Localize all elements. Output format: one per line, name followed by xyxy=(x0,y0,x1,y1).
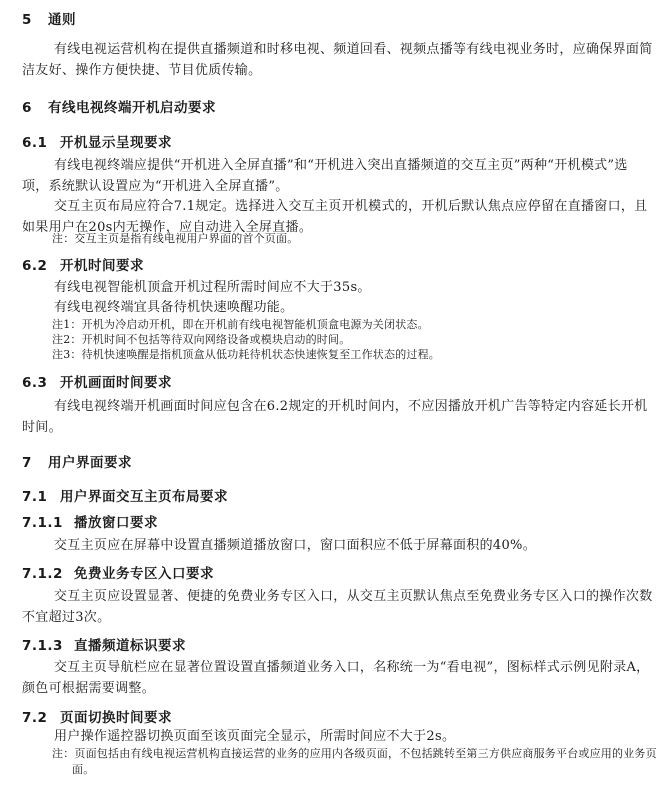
section-number: 6.2 xyxy=(22,258,48,274)
paragraph: 有线电视终端宜具备待机快速唤醒功能。 xyxy=(54,300,294,315)
note: 注2：开机时间不包括等待双向网络设备或模块启动的时间。 xyxy=(52,333,351,346)
paragraph: 交互主页应设置显著、便捷的免费业务专区入口，从交互主页默认焦点至免费业务专区入口的操作次数不宜超过3次。 xyxy=(22,589,653,625)
section-title: 通则 xyxy=(48,12,76,28)
section-title: 免费业务专区入口要求 xyxy=(74,566,214,582)
section-number: 7 xyxy=(22,455,32,471)
section-title: 开机时间要求 xyxy=(60,258,144,274)
paragraph: 有线电视终端开机画面时间应包含在6.2规定的开机时间内，不应因播放开机广告等特定内容延长开机时间。 xyxy=(22,399,648,435)
paragraph: 交互主页导航栏应在显著位置设置直播频道业务入口，名称统一为“看电视”，图标样式示例见附录A，颜色可根据需要调整。 xyxy=(22,660,650,696)
section-6-2-heading xyxy=(22,254,144,274)
section-6-heading xyxy=(22,96,216,116)
section-number: 6 xyxy=(22,100,32,116)
section-title: 用户界面交互主页布局要求 xyxy=(60,489,228,505)
paragraph: 有线电视运营机构在提供直播频道和时移电视、频道回看、视频点播等有线电视业务时，应确保界面简洁友好、操作方便快捷、节目优质传输。 xyxy=(22,42,653,78)
paragraph: 有线电视智能机顶盒开机过程所需时间应不大于35s。 xyxy=(54,280,371,295)
section-number: 6.1 xyxy=(22,135,48,151)
section-number: 7.1.3 xyxy=(22,638,63,654)
section-number: 7.1.1 xyxy=(22,515,63,531)
section-5-heading xyxy=(22,8,76,28)
section-title: 有线电视终端开机启动要求 xyxy=(48,100,216,116)
section-title: 播放窗口要求 xyxy=(74,515,158,531)
section-number: 7.1 xyxy=(22,489,48,505)
section-title: 页面切换时间要求 xyxy=(60,710,172,726)
section-title: 开机显示呈现要求 xyxy=(60,135,172,151)
section-title: 开机画面时间要求 xyxy=(60,375,172,391)
note: 注：页面包括由有线电视运营机构直接运营的业务的应用内各级页面，不包括跳转至第三方供应商服务平台或应用的业务页面。 xyxy=(52,747,657,776)
section-7-1-2-heading xyxy=(22,562,214,582)
section-number: 7.1.2 xyxy=(22,566,63,582)
paragraph: 有线电视终端应提供“开机进入全屏直播”和“开机进入突出直播频道的交互主页”两种“开机模式”选项，系统默认设置应为“开机进入全屏直播”。 xyxy=(22,158,628,194)
note: 注1：开机为冷启动开机，即在开机前有线电视智能机顶盒电源为关闭状态。 xyxy=(52,318,429,331)
section-7-2-heading xyxy=(22,706,172,726)
note: 注：交互主页是指有线电视用户界面的首个页面。 xyxy=(52,232,299,245)
section-number: 6.3 xyxy=(22,375,48,391)
section-title: 用户界面要求 xyxy=(48,455,132,471)
section-7-1-1-heading xyxy=(22,511,158,531)
section-title: 直播频道标识要求 xyxy=(74,638,186,654)
section-6-1-heading xyxy=(22,131,172,151)
section-number: 5 xyxy=(22,12,32,28)
section-7-heading xyxy=(22,451,132,471)
section-number: 7.2 xyxy=(22,710,48,726)
paragraph: 用户操作遥控器切换页面至该页面完全显示，所需时间应不大于2s。 xyxy=(54,729,456,744)
note: 注3：待机快速唤醒是指机顶盒从低功耗待机状态快速恢复至工作状态的过程。 xyxy=(52,348,440,361)
section-7-1-heading xyxy=(22,485,228,505)
paragraph: 交互主页布局应符合7.1规定。选择进入交互主页开机模式的，开机后默认焦点应停留在直播窗口，且如果用户在20s内无操作，应自动进入全屏直播。 xyxy=(22,199,648,235)
paragraph: 交互主页应在屏幕中设置直播频道播放窗口，窗口面积应不低于屏幕面积的40%。 xyxy=(54,538,536,553)
section-6-3-heading xyxy=(22,371,172,391)
section-7-1-3-heading xyxy=(22,634,186,654)
